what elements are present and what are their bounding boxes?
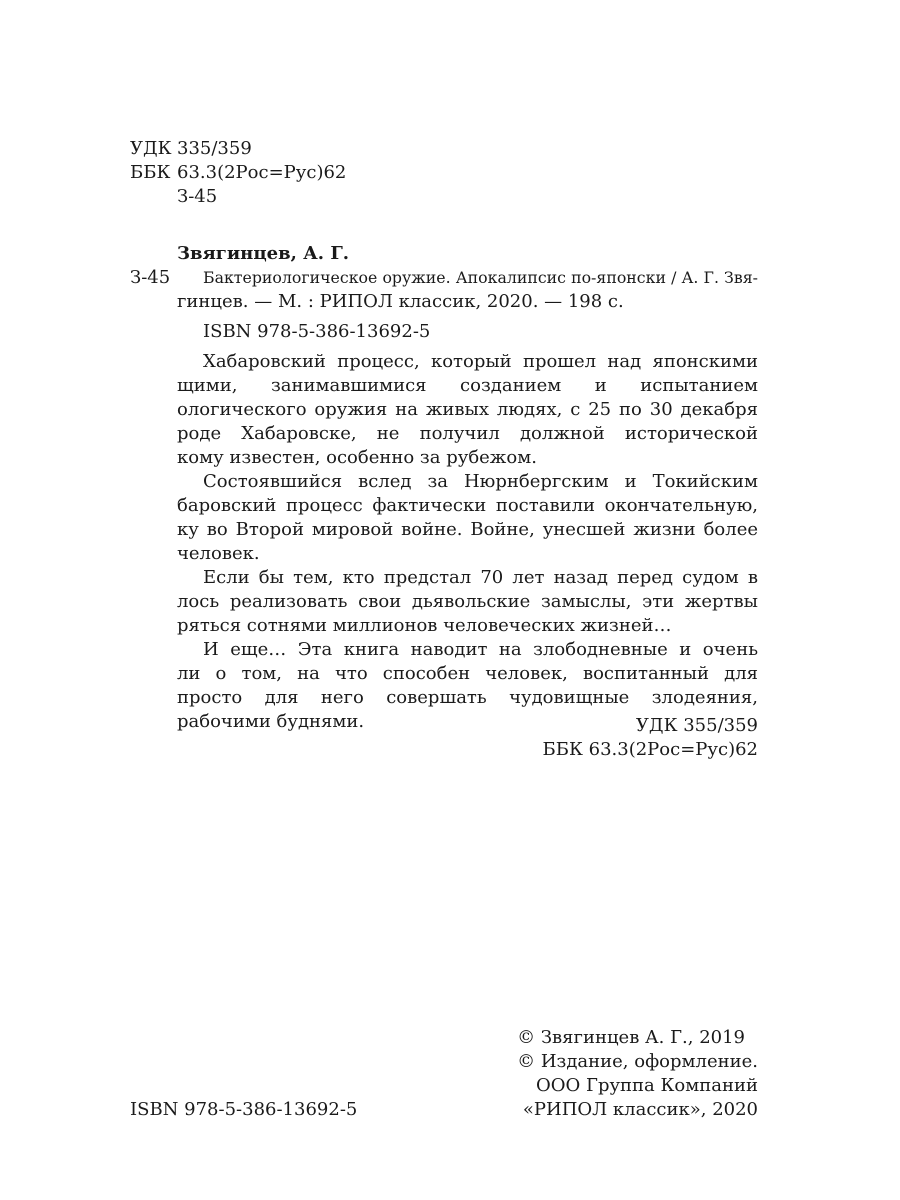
annotation-paragraph — [177, 470, 758, 566]
copyright-line: © Звягинцев А. Г., 2019 — [517, 1027, 746, 1048]
annotation-line: баровский процесс фактически поставили окончательную, — [177, 495, 758, 516]
bbk-value: 63.3(2Рос=Рус)62 — [177, 162, 347, 183]
record-title-line-1 — [203, 266, 758, 290]
annotation-line: Если бы тем, кто предстал 70 лет назад перед судом в — [203, 567, 758, 588]
copyright-line: «РИПОЛ классик», 2020 — [522, 1099, 758, 1120]
annotation-line: Хабаровский процесс, который прошел над японскими — [203, 351, 758, 372]
author-heading: Звягинцев, А. Г. — [177, 243, 350, 264]
annotation-line: просто для него совершать чудовищные злодеяния, — [177, 687, 758, 708]
record-isbn: ISBN 978-5-386-13692-5 — [203, 321, 431, 342]
annotation-line: человек. — [177, 543, 260, 564]
annotation-line: кому известен, особенно за рубежом. — [177, 447, 537, 468]
bbk-row — [130, 161, 346, 185]
annotation-line: ряться сотнями миллионов человеческих жизней… — [177, 615, 672, 636]
record-title-text-1: Бактериологическое оружие. Апокалипсис по-японски / А. Г. Звя- — [203, 268, 758, 287]
annotation-line: ку во Второй мировой войне. Войне, унесшей жизни более — [177, 519, 758, 540]
copyright-block — [517, 1026, 758, 1122]
annotation-line: рабочими буднями. — [177, 711, 365, 732]
author-mark: З-45 — [177, 186, 218, 207]
footer-isbn: ISBN 978-5-386-13692-5 — [130, 1099, 358, 1120]
annotation-paragraph — [177, 566, 758, 638]
udk-value: 335/359 — [177, 138, 252, 159]
summary-bbk: ББК 63.3(2Рос=Рус)62 — [542, 739, 758, 760]
copyright-line: © Издание, оформление. — [517, 1051, 758, 1072]
annotation — [177, 350, 758, 734]
record-author-mark: З-45 — [130, 267, 171, 288]
annotation-line: ли о том, на что способен человек, воспитанный для — [177, 663, 758, 684]
author-mark-row — [130, 185, 346, 209]
record-title-line-2: гинцев. — М. : РИПОЛ классик, 2020. — 198 с. — [177, 291, 624, 312]
copyright-line: ООО Группа Компаний — [536, 1075, 758, 1096]
bbk-label: ББК — [130, 162, 171, 183]
summary-udk: УДК 355/359 — [635, 715, 758, 736]
annotation-paragraph — [177, 350, 758, 470]
udk-row — [130, 137, 346, 161]
annotation-line: роде Хабаровске, не получил должной исторической — [177, 423, 758, 444]
annotation-line: лось реализовать свои дьявольские замыслы, эти жертвы — [177, 591, 758, 612]
classification-block — [130, 137, 346, 209]
annotation-line: щими, занимавшимися созданием и испытанием — [177, 375, 758, 396]
udk-label: УДК — [130, 138, 172, 159]
annotation-line: Состоявшийся вслед за Нюрнбергским и Токийским — [203, 471, 758, 492]
annotation-line: ологического оружия на живых людях, с 25 по 30 декабря — [177, 399, 758, 420]
annotation-line: И еще… Эта книга наводит на злободневные и очень — [203, 639, 758, 660]
